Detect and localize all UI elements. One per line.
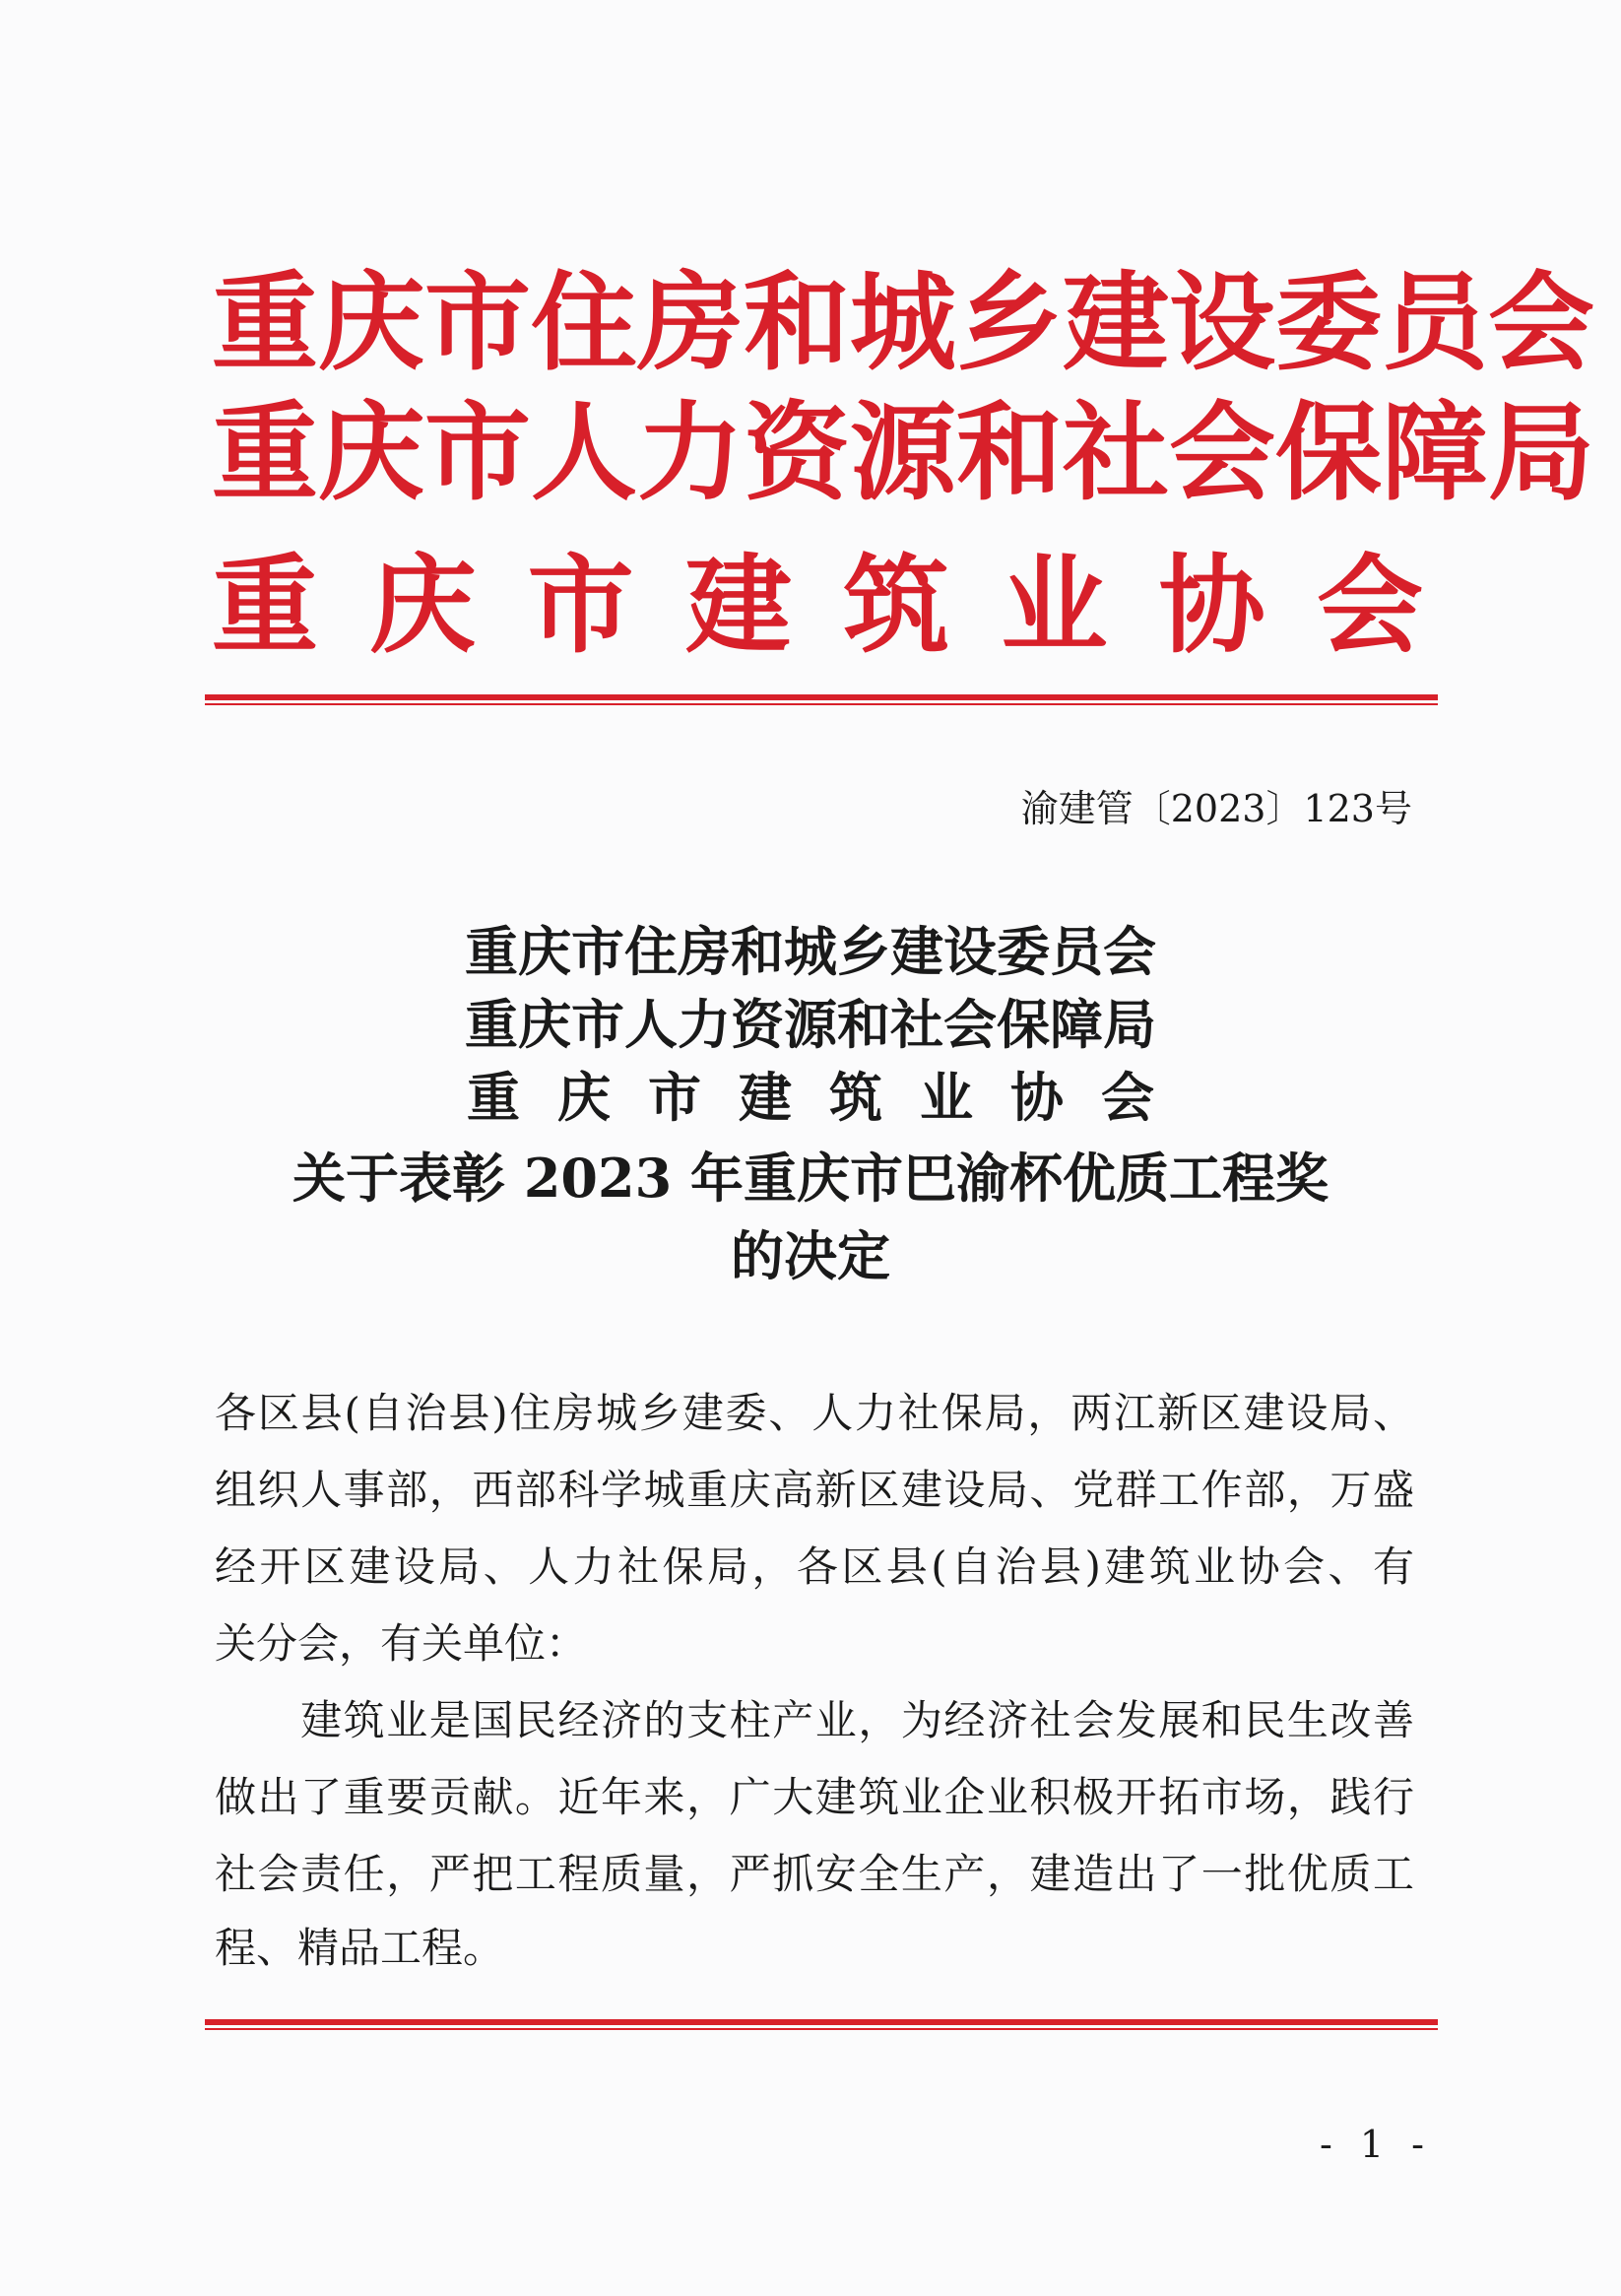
issuer-header-3: 重庆市建筑业协会 [212, 544, 1423, 668]
page-number: - 1 - [1320, 2123, 1433, 2166]
title-line-3: 重庆市建筑业协会 [467, 1066, 1192, 1129]
red-divider-top [205, 694, 1438, 706]
title-line-2: 重庆市人力资源和社会保障局 [465, 993, 1156, 1056]
addressee-line: 关分会，有关单位： [215, 1619, 588, 1668]
title-line-1: 重庆市住房和城乡建设委员会 [465, 920, 1156, 983]
addressee-line: 组织人事部，西部科学城重庆高新区建设局、党群工作部，万盛 [215, 1466, 1414, 1514]
paragraph-line: 程、精品工程。 [215, 1924, 505, 1972]
issuer-header-1: 重庆市住房和城乡建设委员会 [212, 261, 1595, 385]
title-line-5: 的决定 [731, 1224, 890, 1287]
red-divider-bottom [205, 2019, 1438, 2031]
paragraph-line: 做出了重要贡献。近年来，广大建筑业企业积极开拓市场，践行 [215, 1773, 1414, 1821]
title-line-4: 关于表彰 2023 年重庆市巴渝杯优质工程奖 [292, 1147, 1329, 1210]
document-number: 渝建管〔2023〕123号 [1020, 787, 1412, 830]
addressee-line: 经开区建设局、人力社保局，各区县(自治县)建筑业协会、有 [215, 1542, 1414, 1591]
paragraph-line: 社会责任，严把工程质量，严抓安全生产，建造出了一批优质工 [215, 1850, 1414, 1898]
addressee-line: 各区县(自治县)住房城乡建委、人力社保局，两江新区建设局、 [215, 1389, 1414, 1437]
paragraph-line: 建筑业是国民经济的支柱产业，为经济社会发展和民生改善 [215, 1696, 1414, 1744]
issuer-header-2: 重庆市人力资源和社会保障局 [212, 391, 1595, 515]
